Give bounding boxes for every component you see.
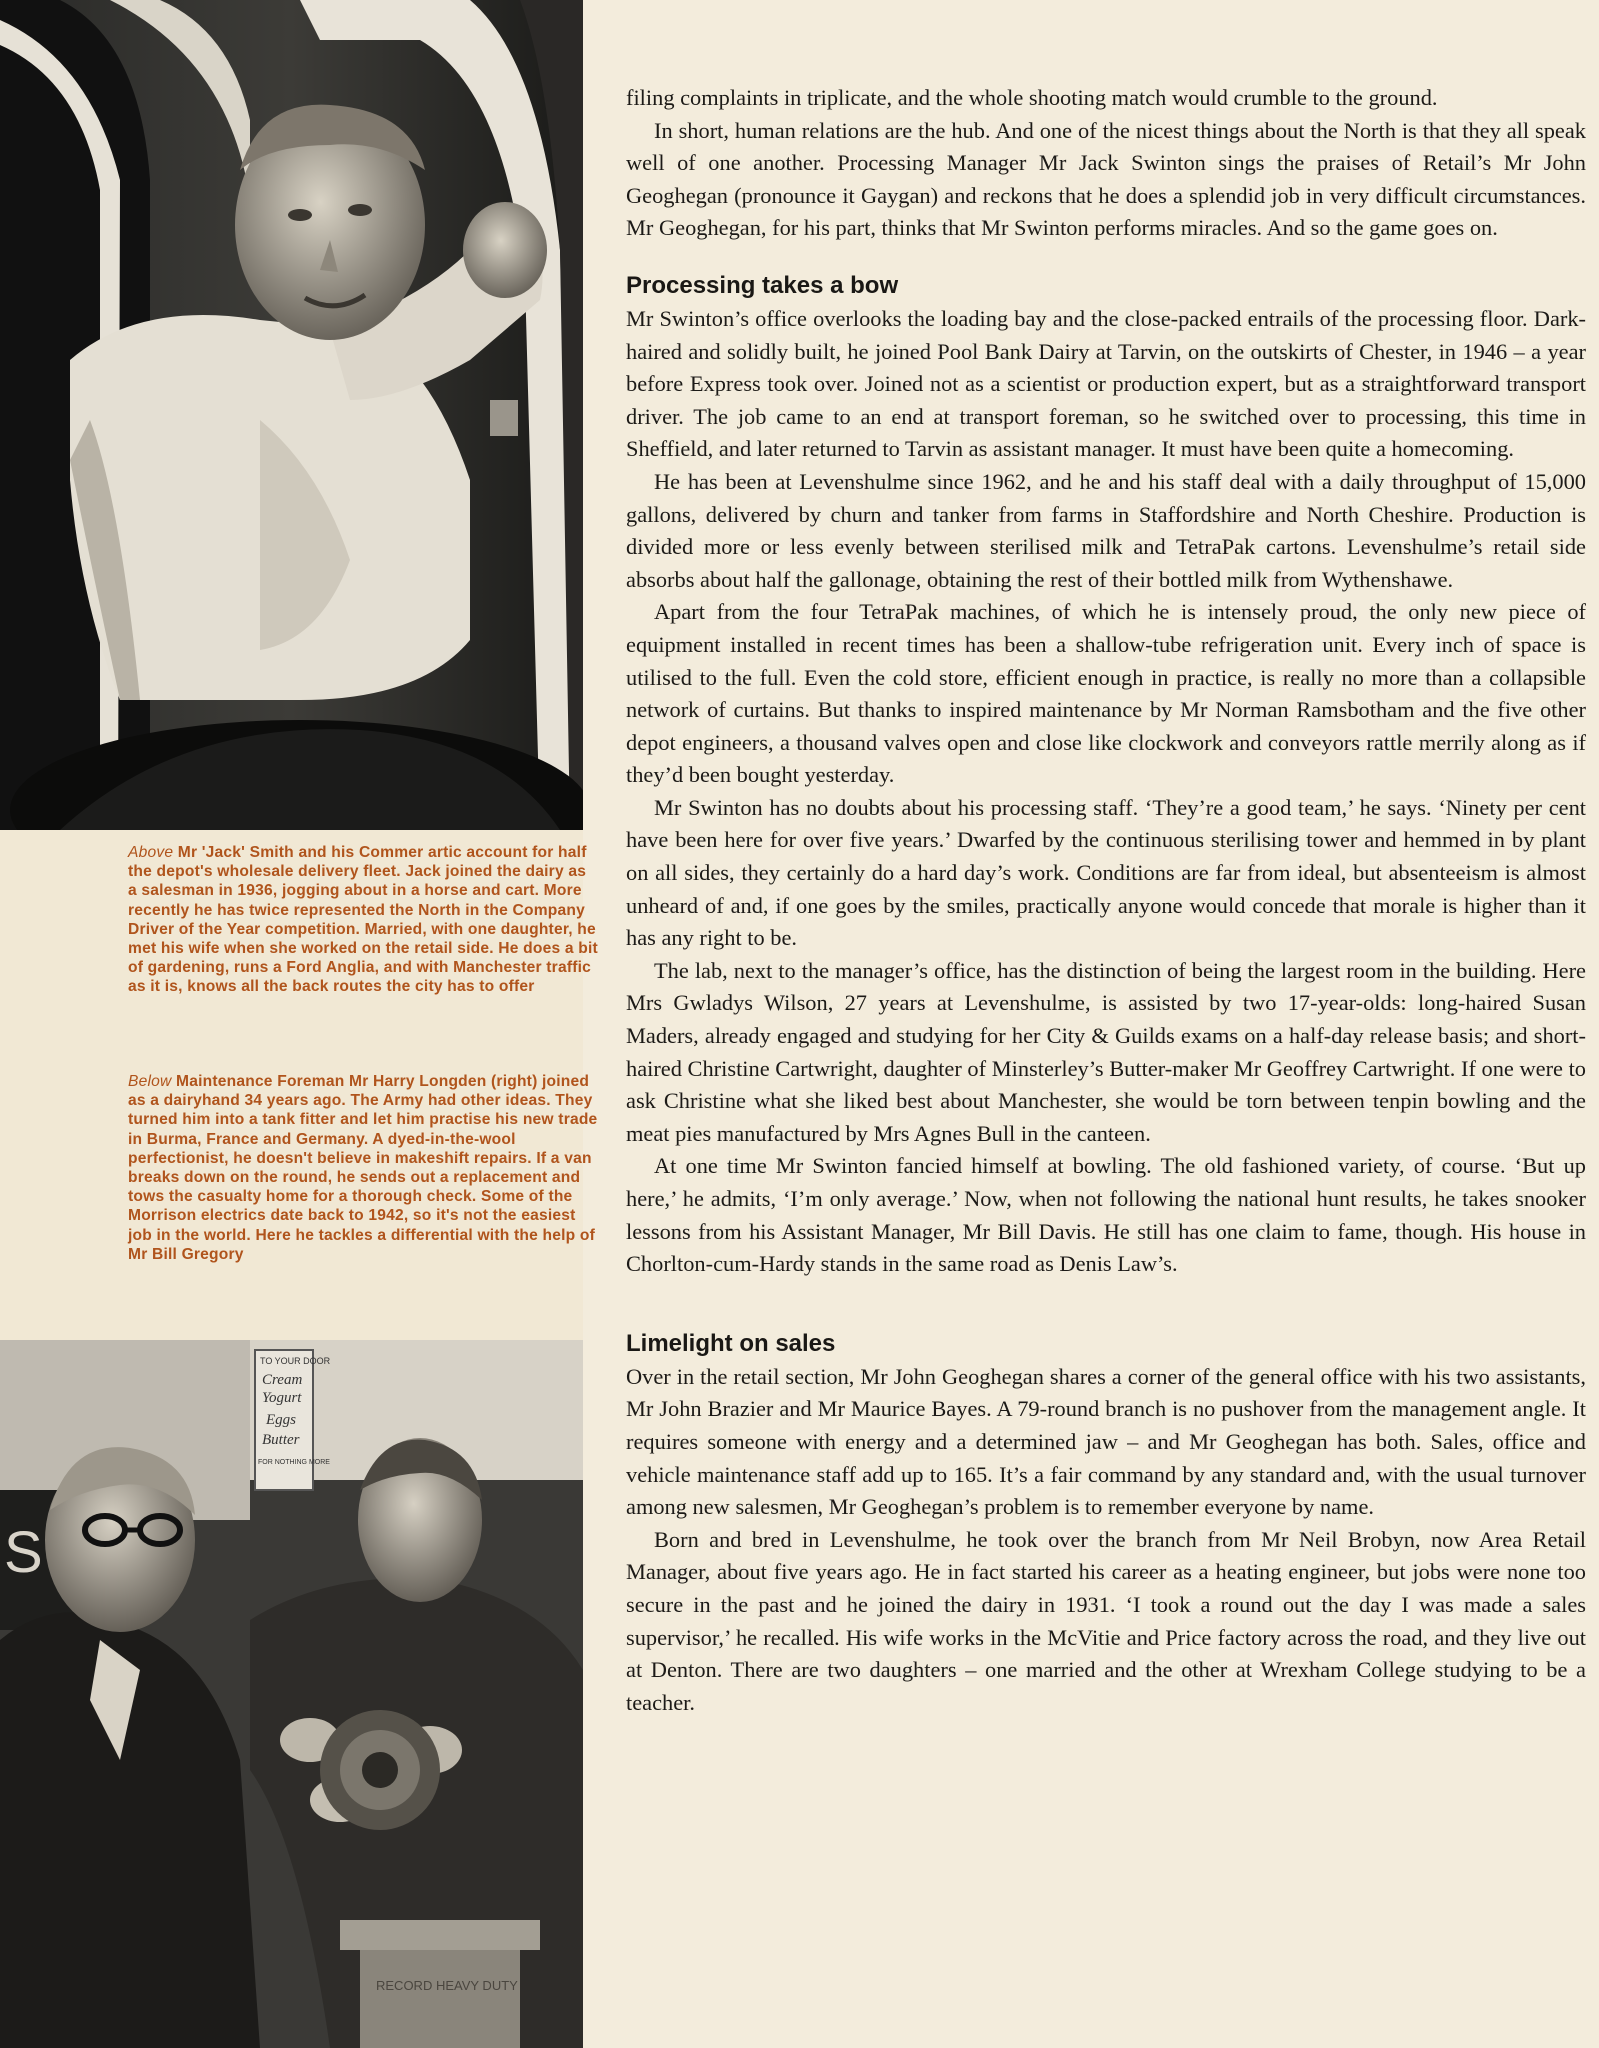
caption-below-lead: Below <box>128 1073 172 1090</box>
photo-maintenance-workshop <box>0 1340 583 2048</box>
caption-above <box>128 843 598 997</box>
sign-line-1: Cream <box>262 1372 303 1388</box>
heading-limelight: Limelight on sales <box>626 1329 836 1357</box>
paragraph-4: He has been at Levenshulme since 1962, and he and his staff deal with a daily throughput of 15,000 gallons, delivered by churn and tanker from farms in Staffordshire and North Cheshire. Production is divided more or less evenly between sterilised milk and TetraPak cartons. Levenshulme’s retail side absorbs about half the gallonage, obtaining the rest of their bottled milk from Wythenshawe. <box>626 468 1586 592</box>
paragraph-10: Born and bred in Levenshulme, he took over the branch from Mr Neil Brobyn, now Area Retail Manager, about five years ago. He in fact started his career as a heating engineer, but jobs were none too secure in the past and he joined the dairy in 1931. ‘I took a round out the day I was made a sales supervisor,’ he recalled. His wife works in the McVitie and Price factory across the road, and they live out at Denton. There are two daughters – one married and the other at Wrexham College studying to be a teacher. <box>626 1526 1586 1715</box>
vice-text: RECORD HEAVY DUTY <box>376 1978 518 1993</box>
paragraph-1: filing complaints in triplicate, and the whole shooting match would crumble to the ground. <box>626 85 1438 110</box>
paragraph-7: The lab, next to the manager’s office, has the distinction of being the largest room in the building. Here Mrs Gwladys Wilson, 27 years at Levenshulme, is assisted by two 17-year-olds: long-haired Susan Maders, already engaged and studying for her City & Guilds exams on a half-day release basis; and short-haired Christine Cartwright, daughter of Minsterley’s Butter-maker Mr Geoffrey Cartwright. If one were to ask Christine what she liked best about Manchester, she would be torn between tenpin bowling and the meat pies manufactured by Mrs Agnes Bull in the canteen. <box>626 957 1586 1146</box>
paragraph-2: In short, human relations are the hub. And one of the nicest things about the North is that they all speak well of one another. Processing Manager Mr Jack Swinton sings the praises of Retail’s Mr John Geoghegan (pronounce it Gaygan) and reckons that he does a splendid job in very difficult circumstances. Mr Geoghegan, for his part, thinks that Mr Swinton performs miracles. And so the game goes on. <box>626 117 1586 241</box>
sign-line-3: Eggs <box>266 1412 296 1428</box>
paragraph-8: At one time Mr Swinton fancied himself at bowling. The old fashioned variety, of course. ‘But up here,’ he admits, ‘I’m only average.’ Now, when not following the national hunt results, he takes snooker lessons from his Assistant Manager, Mr Bill Davis. He still has one claim to fame, though. His house in Chorlton-cum-Hardy stands in the same road as Denis Law’s. <box>626 1153 1586 1277</box>
caption-above-lead: Above <box>128 844 174 861</box>
sign-line-2: Yogurt <box>262 1390 302 1406</box>
heading-processing: Processing takes a bow <box>626 271 899 299</box>
paragraph-5: Apart from the four TetraPak machines, of which he is intensely proud, the only new piece of equipment installed in recent times has been a shallow-tube refrigeration unit. Every inch of space is utilised to the full. Even the cold store, efficient enough in practice, is really no more than a collapsible network of curtains. But thanks to inspired maintenance by Mr Norman Ramsbotham and the five other depot engineers, a thousand valves open and close like clockwork and conveyors rattle merrily along as if they’d been bought yesterday. <box>626 599 1586 788</box>
paragraph-3: Mr Swinton’s office overlooks the loading bay and the close-packed entrails of the processing floor. Dark-haired and solidly built, he joined Pool Bank Dairy at Tarvin, on the outskirts of Chester, in 1946 – a year before Express took over. Joined not as a scientist or production expert, but as a straightforward transport driver. The job came to an end at transport foreman, so he switched over to processing, this time in Sheffield, and later returned to Tarvin as assistant manager. It must have been quite a homecoming. <box>626 305 1586 462</box>
sign-line-4: Butter <box>262 1432 300 1448</box>
sign-line-0: TO YOUR DOOR <box>260 1356 331 1366</box>
caption-below-text: Maintenance Foreman Mr Harry Longden (right) joined as a dairyhand 34 years ago. The Army had other ideas. They turned him into a tank fitter and let him practise his new trade in Burma, France and Germany. A dyed-in-the-wool perfectionist, he doesn't believe in makeshift repairs. If a van breaks down on the round, he sends out a replacement and tows the casualty home for a thorough check. Some of the Morrison electrics date back to 1942, so it's not the easiest job in the world. Here he tackles a differential with the help of Mr Bill Gregory <box>128 1073 598 1263</box>
van-letter: S <box>4 1520 43 1585</box>
article-body <box>626 82 1586 1719</box>
left-column <box>0 0 598 2048</box>
paragraph-9: Over in the retail section, Mr John Geoghegan shares a corner of the general office with his two assistants, Mr John Brazier and Mr Maurice Bayes. A 79-round branch is no pushover from the management angle. It requires someone with energy and a determined jaw – and Mr Geoghegan has both. Sales, office and vehicle maintenance staff add up to 165. It’s a fair command by any standard and, with the usual turnover among new salesmen, Mr Geoghegan’s problem is to remember everyone by name. <box>626 1363 1586 1520</box>
paragraph-6: Mr Swinton has no doubts about his processing staff. ‘They’re a good team,’ he says. ‘Ninety per cent have been here for over five years.’ Dwarfed by the continuous sterilising tower and hemmed in by plant on all sides, they certainly do a hard day’s work. Conditions are far from ideal, but absenteeism is almost unheard of and, if one goes by the smiles, practically anyone would concede that morale is higher than it has any right to be. <box>626 794 1586 951</box>
photo-driver-in-cab <box>0 0 583 830</box>
sign-line-5: FOR NOTHING MORE <box>258 1459 330 1466</box>
caption-below <box>128 1072 598 1264</box>
caption-above-text: Mr 'Jack' Smith and his Commer artic account for half the depot's wholesale delivery fleet. Jack joined the dairy as a salesman in 1936, jogging about in a horse and cart. More recently he has twice represented the North in the Company Driver of the Year competition. Married, with one daughter, he met his wife when she worked on the retail side. He does a bit of gardening, runs a Ford Anglia, and with Manchester traffic as it is, knows all the back routes the city has to offer <box>128 844 598 996</box>
